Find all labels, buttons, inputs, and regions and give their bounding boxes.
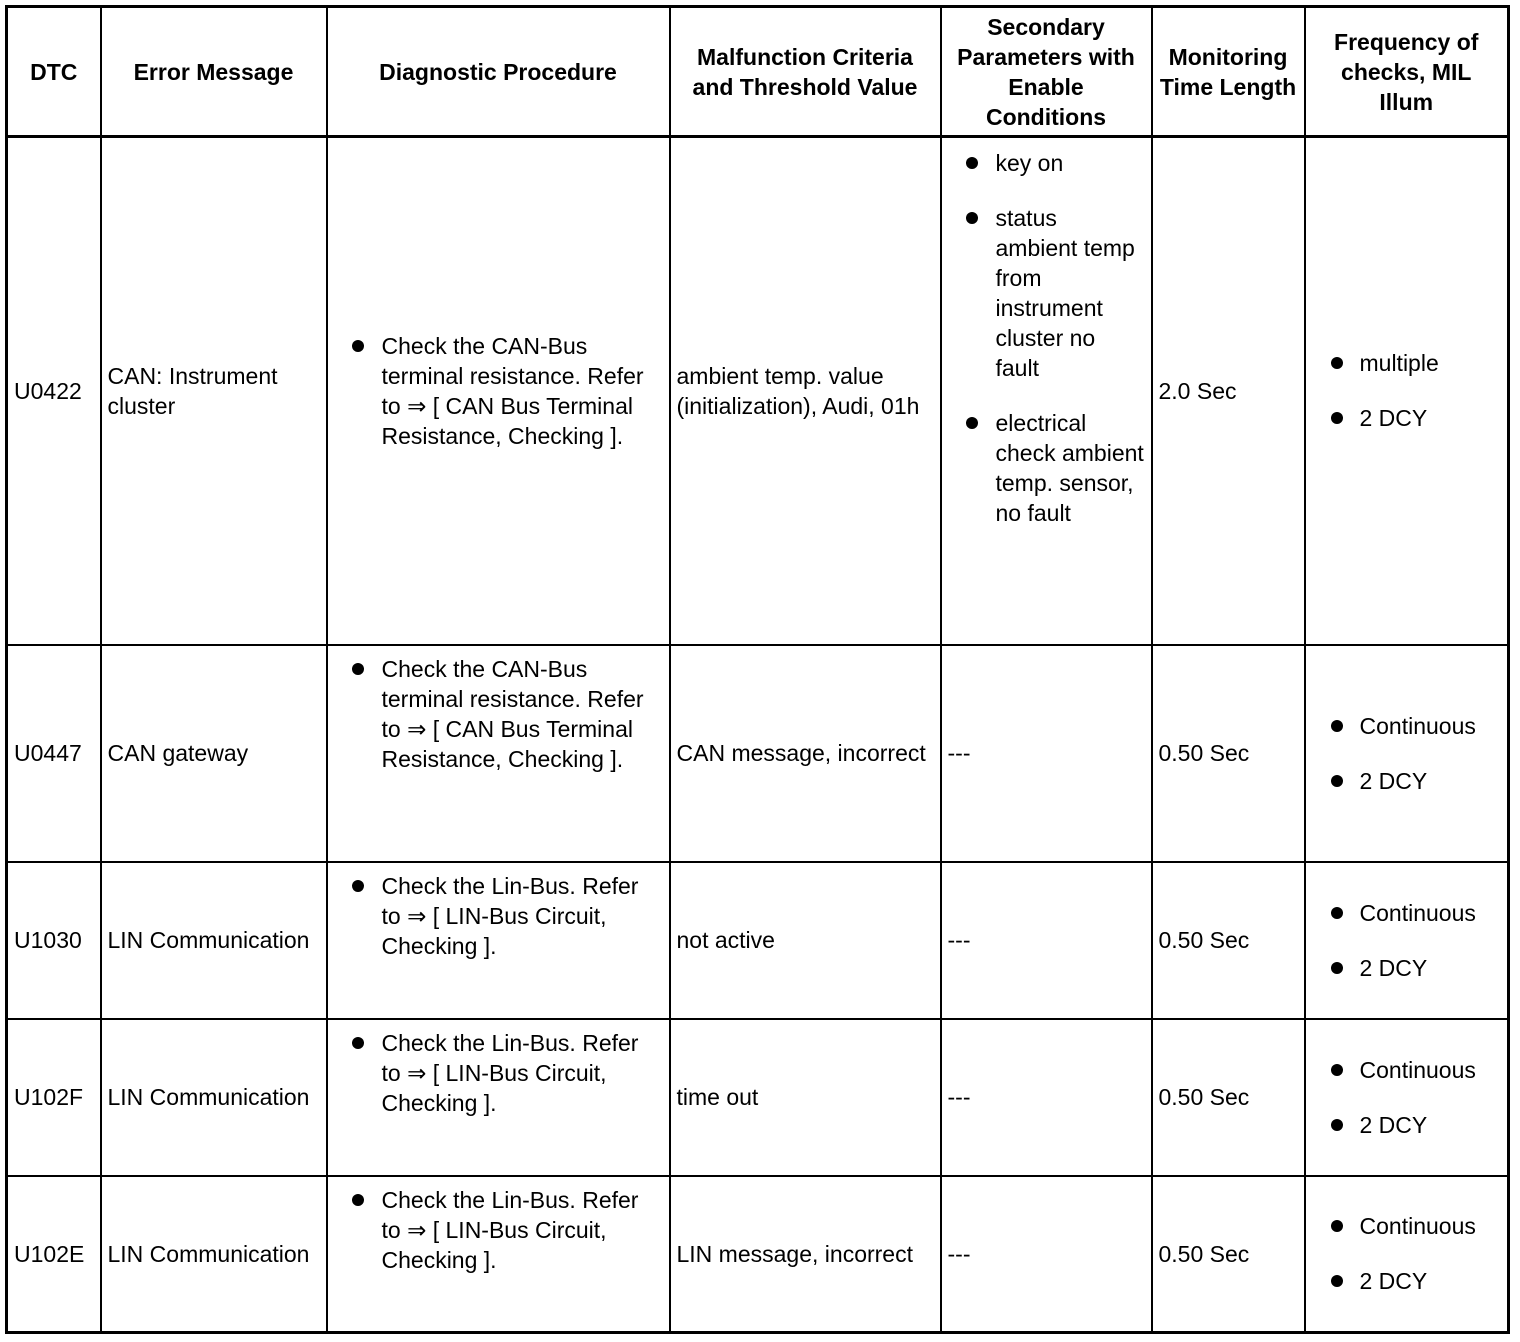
frequency-of-checks	[1305, 862, 1509, 1019]
frequency-of-checks	[1305, 137, 1509, 645]
frequency-item: 2 DCY	[1312, 953, 1502, 983]
error-message: CAN: Instrument cluster	[101, 137, 327, 645]
frequency-item: 2 DCY	[1312, 1110, 1502, 1140]
diagnostic-procedure	[327, 862, 670, 1019]
header-frequency: Frequency of checks, MIL Illum	[1305, 7, 1509, 137]
diagnostic-procedure	[327, 137, 670, 645]
frequency-item: Continuous	[1312, 711, 1502, 741]
diagnostic-procedure	[327, 645, 670, 862]
header-malfunction-criteria: Malfunction Criteria and Threshold Value	[670, 7, 941, 137]
malfunction-criteria: not active	[670, 862, 941, 1019]
frequency-item: 2 DCY	[1312, 403, 1502, 433]
frequency-item: Continuous	[1312, 1211, 1502, 1241]
dtc-code: U1030	[7, 862, 101, 1019]
monitoring-time: 0.50 Sec	[1152, 862, 1305, 1019]
procedure-step: Check the Lin-Bus. Refer to ⇒ [ LIN-Bus Circuit, Checking ].	[334, 1028, 663, 1118]
dtc-code: U102E	[7, 1176, 101, 1333]
procedure-step: Check the Lin-Bus. Refer to ⇒ [ LIN-Bus Circuit, Checking ].	[334, 1185, 663, 1275]
monitoring-time: 2.0 Sec	[1152, 137, 1305, 645]
table-row	[7, 645, 1509, 862]
secondary-parameters: ---	[941, 1019, 1152, 1176]
frequency-of-checks	[1305, 1019, 1509, 1176]
table-row	[7, 1176, 1509, 1333]
secondary-parameters	[941, 137, 1152, 645]
table-row	[7, 1019, 1509, 1176]
secondary-parameters: ---	[941, 645, 1152, 862]
error-message: CAN gateway	[101, 645, 327, 862]
table-row	[7, 862, 1509, 1019]
procedure-step: Check the CAN-Bus terminal resistance. Refer to ⇒ [ CAN Bus Terminal Resistance, Checking ].	[334, 331, 663, 451]
procedure-step: Check the CAN-Bus terminal resistance. Refer to ⇒ [ CAN Bus Terminal Resistance, Checking ].	[334, 654, 663, 774]
error-message: LIN Communication	[101, 1019, 327, 1176]
frequency-item: Continuous	[1312, 1055, 1502, 1085]
malfunction-criteria: CAN message, incorrect	[670, 645, 941, 862]
dtc-table-container	[5, 5, 1510, 1334]
frequency-item: 2 DCY	[1312, 766, 1502, 796]
frequency-item: 2 DCY	[1312, 1266, 1502, 1296]
header-error-message: Error Message	[101, 7, 327, 137]
dtc-code: U0447	[7, 645, 101, 862]
diagnostic-procedure	[327, 1176, 670, 1333]
header-monitoring-time: Monitoring Time Length	[1152, 7, 1305, 137]
diagnostic-procedure	[327, 1019, 670, 1176]
table-row	[7, 137, 1509, 645]
enable-condition: electrical check ambient temp. sensor, no fault	[948, 408, 1145, 528]
header-diagnostic-procedure: Diagnostic Procedure	[327, 7, 670, 137]
frequency-of-checks	[1305, 645, 1509, 862]
header-secondary-parameters: Secondary Parameters with Enable Conditions	[941, 7, 1152, 137]
frequency-of-checks	[1305, 1176, 1509, 1333]
secondary-parameters: ---	[941, 862, 1152, 1019]
monitoring-time: 0.50 Sec	[1152, 1176, 1305, 1333]
procedure-step: Check the Lin-Bus. Refer to ⇒ [ LIN-Bus Circuit, Checking ].	[334, 871, 663, 961]
error-message: LIN Communication	[101, 1176, 327, 1333]
dtc-code: U102F	[7, 1019, 101, 1176]
secondary-parameters: ---	[941, 1176, 1152, 1333]
malfunction-criteria: ambient temp. value (initialization), Audi, 01h	[670, 137, 941, 645]
enable-condition: key on	[948, 148, 1145, 178]
malfunction-criteria: LIN message, incorrect	[670, 1176, 941, 1333]
error-message: LIN Communication	[101, 862, 327, 1019]
header-dtc: DTC	[7, 7, 101, 137]
malfunction-criteria: time out	[670, 1019, 941, 1176]
enable-condition: status ambient temp from instrument cluster no fault	[948, 203, 1145, 383]
monitoring-time: 0.50 Sec	[1152, 1019, 1305, 1176]
header-row	[7, 7, 1509, 137]
dtc-table	[5, 5, 1510, 1334]
frequency-item: multiple	[1312, 348, 1502, 378]
frequency-item: Continuous	[1312, 898, 1502, 928]
monitoring-time: 0.50 Sec	[1152, 645, 1305, 862]
dtc-code: U0422	[7, 137, 101, 645]
